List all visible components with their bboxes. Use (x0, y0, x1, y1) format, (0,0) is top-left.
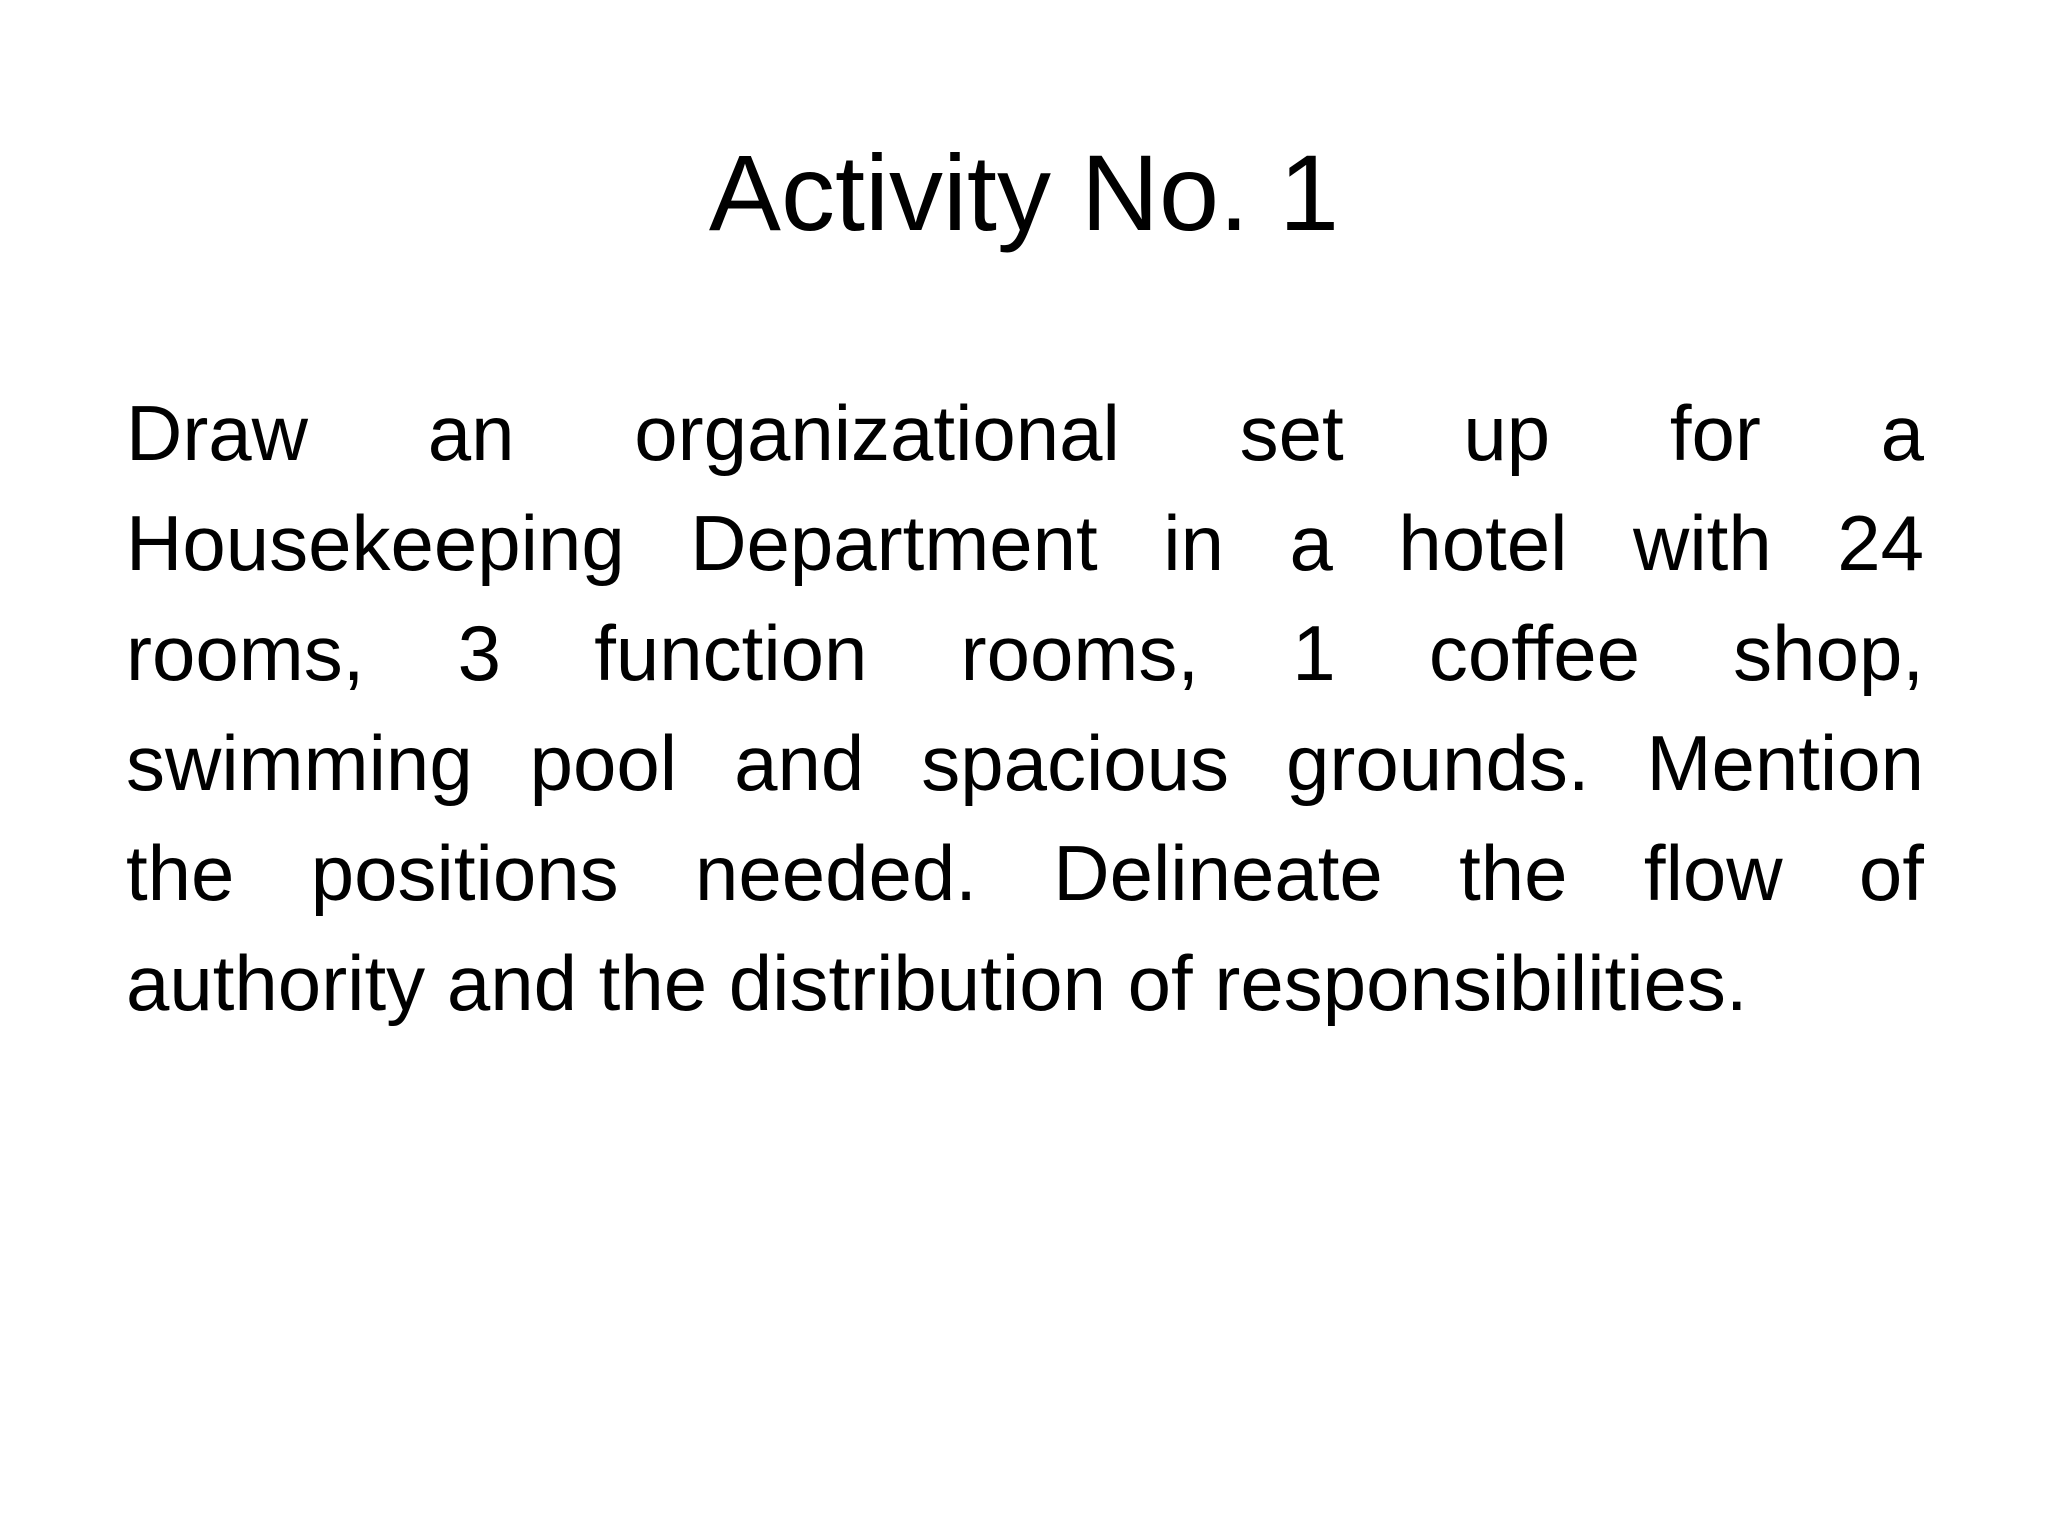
body-line: Draw an organizational set up for a (126, 389, 1924, 477)
body-line: Housekeeping Department in a hotel with 24 (126, 499, 1924, 587)
slide-body-text (126, 378, 1924, 1038)
body-line: rooms, 3 function rooms, 1 coffee shop, (126, 609, 1924, 697)
body-line: the positions needed. Delineate the flow of (126, 829, 1924, 917)
body-line: authority and the distribution of responsibilities. (126, 939, 1748, 1027)
body-line: swimming pool and spacious grounds. Mention (126, 719, 1924, 807)
slide-title: Activity No. 1 (708, 132, 1340, 253)
